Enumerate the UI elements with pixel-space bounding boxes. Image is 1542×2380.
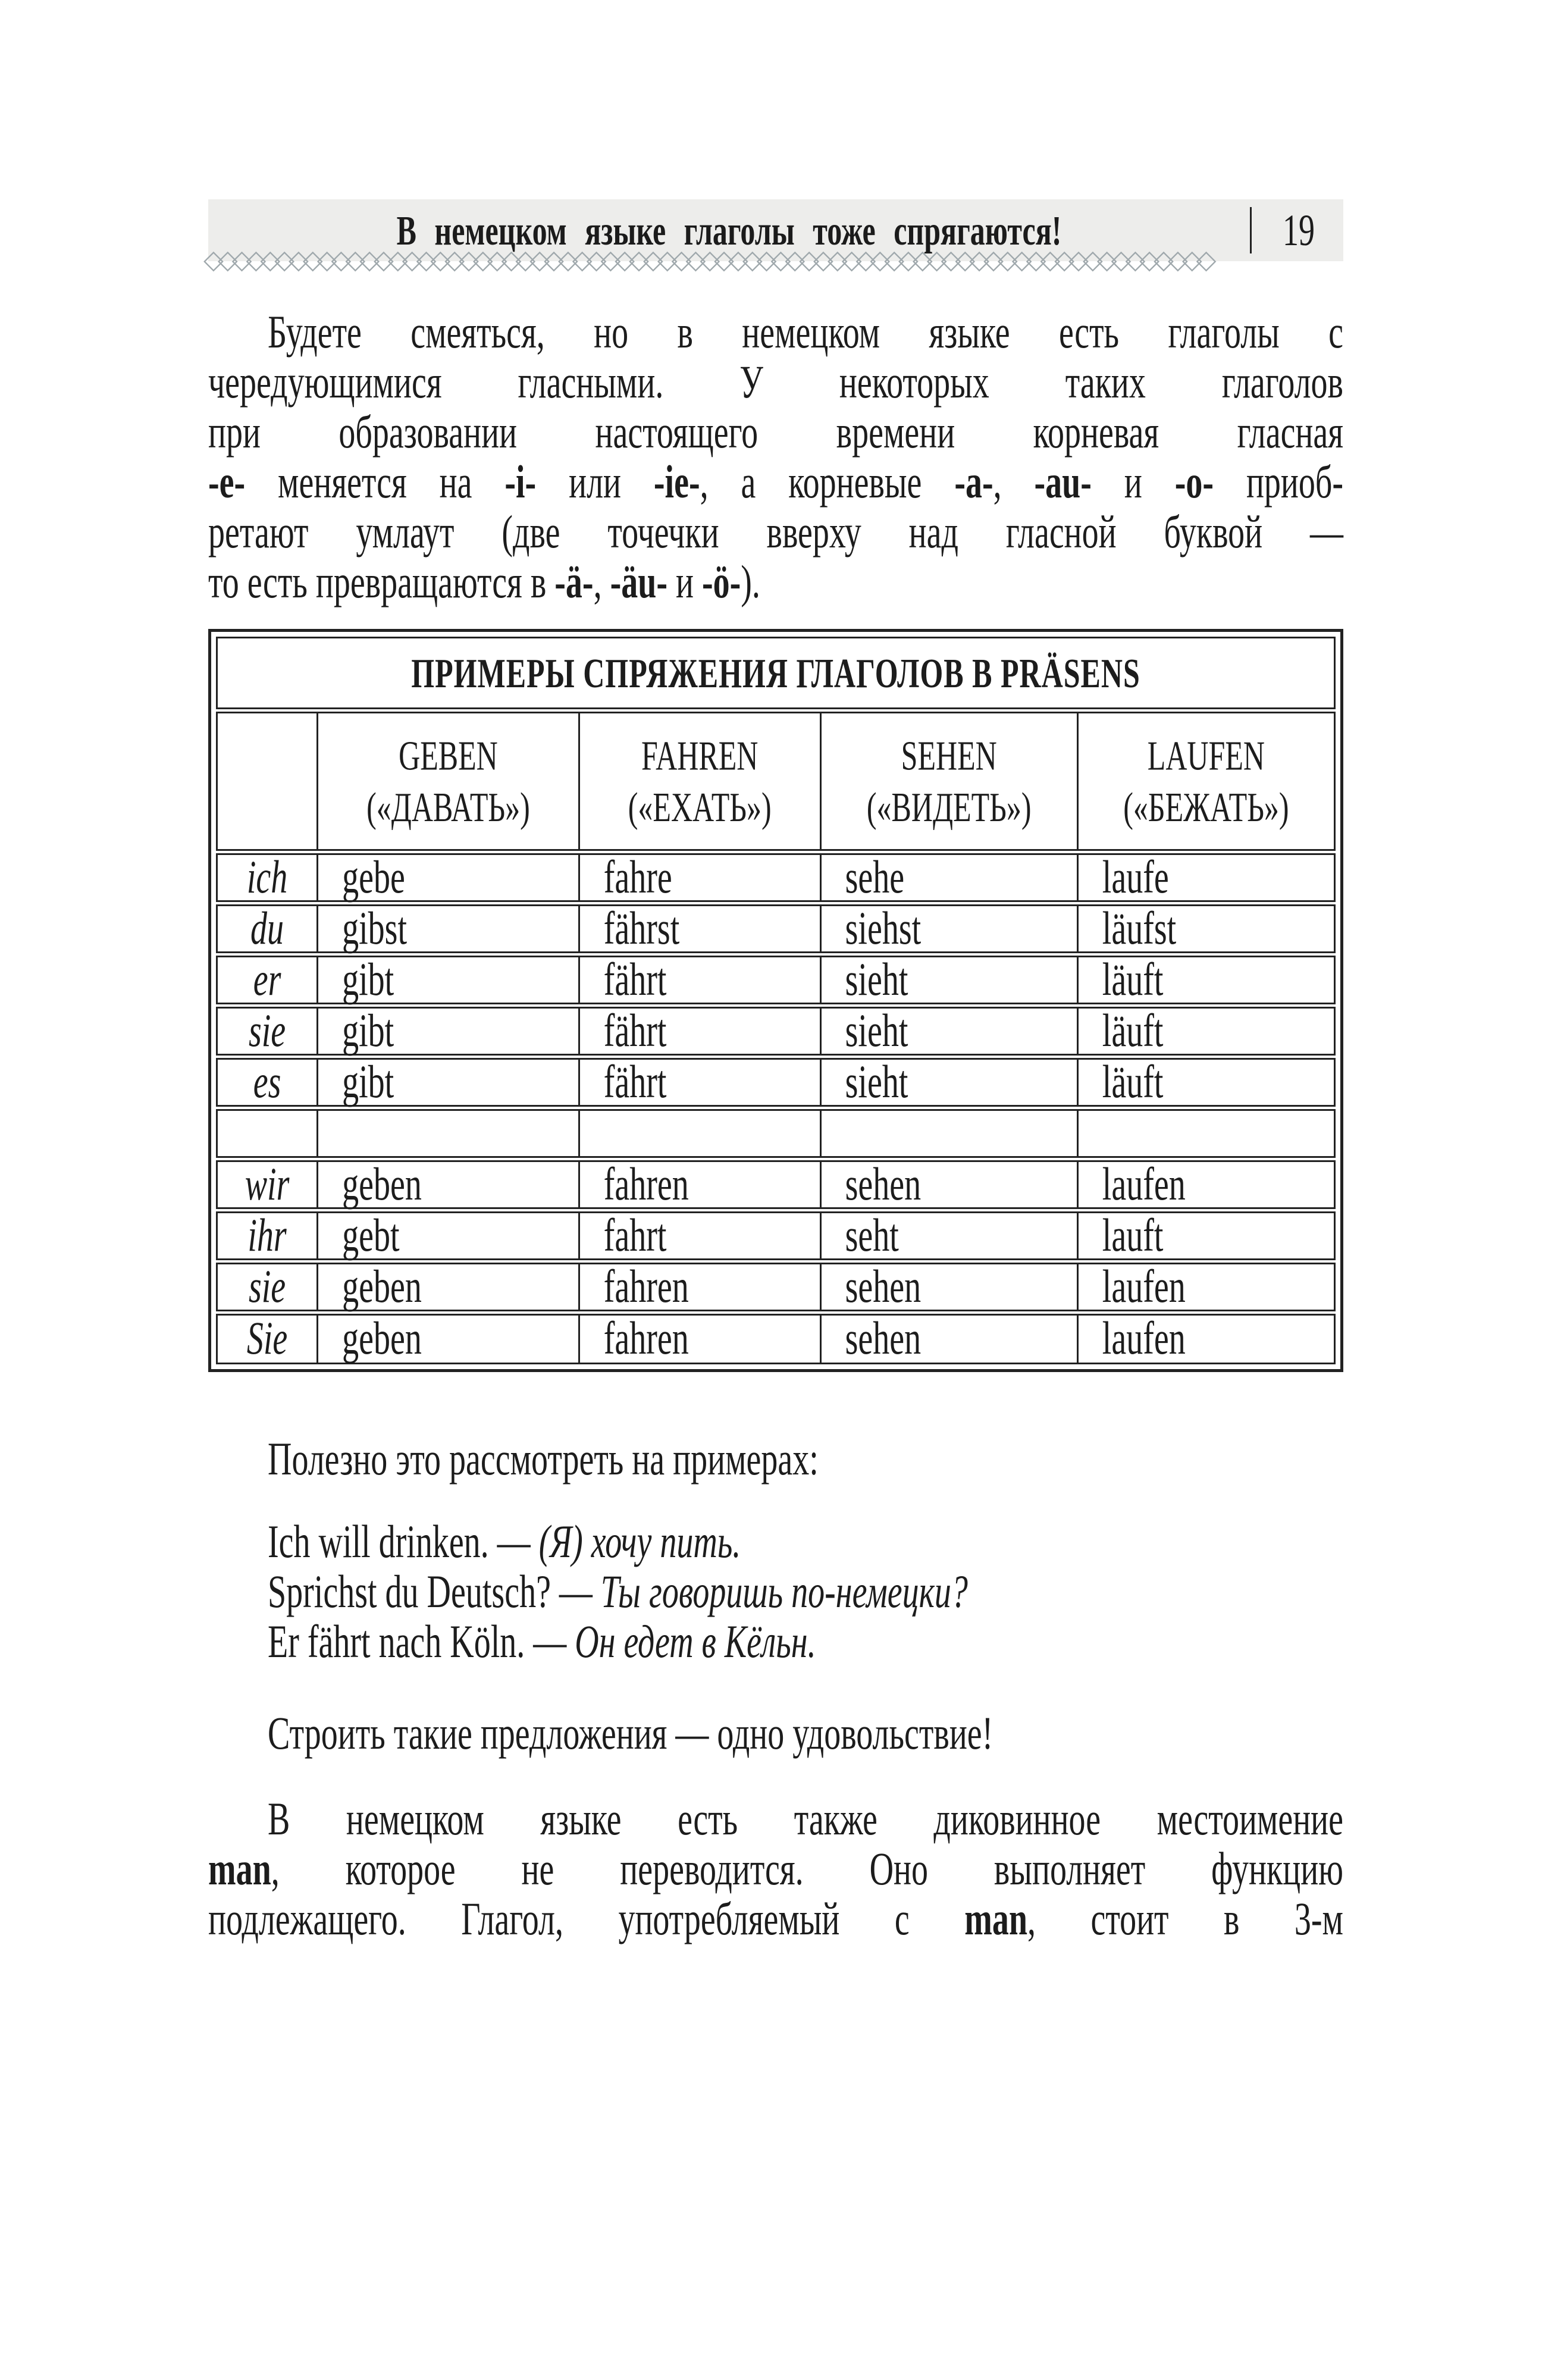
verb-form-cell [1077,1006,1334,1057]
verb-form-text: seht [845,1210,899,1261]
pronoun-cell [217,1210,318,1261]
table-row [217,852,1335,903]
pronoun-cell [217,1006,318,1057]
verb-form-text: lauft [1102,1210,1164,1261]
text-segment: (Я) хочу пить. [538,1516,741,1568]
verb-form-text: siehst [845,903,922,954]
table-column-header-row [217,710,1335,852]
verb-form-cell [579,1210,820,1261]
verb-form-cell [579,954,820,1006]
man-paragraph [208,1795,1343,1944]
pronoun-text: er [253,954,281,1006]
pronoun-text: es [253,1056,281,1108]
pronoun-column-header [217,710,318,852]
verb-form-cell [1077,852,1334,903]
verb-form-text: fährt [603,954,667,1006]
verb-form-cell [318,1261,579,1313]
verb-form-cell [1077,1313,1334,1364]
verb-form-cell [820,1261,1077,1313]
verb-form-cell [579,1006,820,1057]
verb-form-cell [820,954,1077,1006]
verb-form-cell [1077,954,1334,1006]
text-segment: Sprichst du Deutsch? — [268,1566,601,1618]
pronoun-cell [217,1108,318,1159]
text-segment: -o- [1174,456,1214,509]
text-segment: ). [741,556,760,609]
verb-form-cell [318,1057,579,1108]
text-segment: приоб- [1214,456,1344,509]
verb-form-cell [820,1108,1077,1159]
page-content [208,308,1343,1944]
verb-translation: («БЕЖАТЬ») [1123,783,1289,831]
text-segment: чередующимися гласными. У некоторых таких глаголов [208,356,1343,409]
verb-form-cell [1077,1261,1334,1313]
table-title [217,638,1335,710]
verb-form-cell [579,903,820,954]
verb-name: GEBEN [399,731,498,779]
verb-form-cell [318,903,579,954]
column-header-laufen [1077,710,1334,852]
page-number [1254,205,1343,255]
pronoun-text: ihr [247,1210,287,1261]
text-line [208,1607,1343,1677]
verb-form-cell [579,1313,820,1364]
verb-form-cell [820,903,1077,954]
diamond-chain: ◇◇◇◇◇◇◇◇◇◇◇◇◇◇◇◇◇◇◇◇◇◇◇◇◇◇◇◇◇◇◇◇◇◇◇◇◇◇◇◇◇◇◇◇◇◇◇◇◇◇◇◇◇◇◇◇◇◇◇◇◇◇◇◇◇◇◇◇◇◇◇ [203,246,1211,275]
verb-form-cell [820,852,1077,903]
column-header-inner [1123,729,1289,833]
page-number-text: 19 [1283,205,1315,255]
verb-form-cell [318,954,579,1006]
verb-form-cell [820,1159,1077,1210]
verb-form-cell [1077,1210,1334,1261]
text-segment: Будете смеяться, но в немецком языке есть глаголы с [268,306,1343,359]
text-segment: -ie- [653,456,700,509]
verb-form-cell [1077,1057,1334,1108]
verb-form-text: gebe [342,851,405,903]
text-segment: -ä- [554,556,594,609]
verb-form-cell [318,1210,579,1261]
verb-translation: («ЕХАТЬ») [628,783,772,831]
conjugation-table [216,637,1336,1364]
verb-form-text: läufst [1102,903,1177,954]
pronoun-cell [217,852,318,903]
table-row [217,1210,1335,1261]
page-header [203,199,1343,275]
text-segment: В немецком языке есть также диковинное местоимение [268,1793,1343,1846]
text-segment: ретают умлаут (две точечки вверху над гласной буквой — [208,506,1343,559]
verb-form-text: geben [342,1261,422,1313]
text-segment: -i- [504,456,537,509]
verb-form-text: läuft [1102,954,1164,1006]
verb-form-text: geben [342,1158,422,1210]
pronoun-cell [217,1261,318,1313]
text-segment: то есть превращаются в [208,556,555,609]
pronoun-text: ich [246,851,288,903]
verb-translation: («ВИДЕТЬ») [866,783,1032,831]
column-header-fahren [579,710,820,852]
table-row [217,1057,1335,1108]
text-segment: , а корневые [700,456,955,509]
verb-form-text: fahren [603,1313,689,1365]
verb-form-text: gibt [342,1005,394,1057]
verb-form-text: läuft [1102,1005,1164,1057]
pronoun-text: wir [245,1158,290,1210]
verb-name: LAUFEN [1147,731,1265,779]
text-segment: -a- [954,456,993,509]
verb-form-cell [820,1210,1077,1261]
table-row [217,1006,1335,1057]
verb-form-text: sehen [845,1261,922,1313]
table-row [217,903,1335,954]
exclamation-line: Строить такие предложения — одно удовольствие! [268,1708,993,1760]
verb-form-cell [318,1108,579,1159]
text-line [208,1884,1343,1955]
text-segment: или [536,456,654,509]
table-title-text: ПРИМЕРЫ СПРЯЖЕНИЯ ГЛАГОЛОВ В PRÄSENS [411,649,1140,696]
verb-form-text: fährst [603,903,680,954]
text-segment: меняется на [245,456,505,509]
text-segment: -au- [1034,456,1092,509]
text-segment: -е- [208,456,246,509]
verb-form-text: sieht [845,954,908,1006]
verb-form-cell [820,1313,1077,1364]
verb-form-cell [318,1006,579,1057]
pronoun-cell [217,1159,318,1210]
verb-form-cell [579,1108,820,1159]
verb-form-text: laufen [1102,1313,1186,1365]
verb-form-cell [579,1057,820,1108]
verb-form-text: gibst [342,903,408,954]
verb-form-cell [1077,1159,1334,1210]
intro-paragraph [208,308,1343,607]
verb-form-text: fahrt [603,1210,667,1261]
text-segment: подлежащего. Глагол, употребляемый с [208,1893,965,1946]
column-header-inner [366,729,530,833]
text-line [208,547,1343,618]
verb-form-cell [318,1159,579,1210]
verb-form-cell [820,1057,1077,1108]
verb-form-text: fahren [603,1261,689,1313]
text-segment: и [667,556,702,609]
pronoun-cell [217,903,318,954]
verb-form-text: fährt [603,1005,667,1057]
verb-form-text: laufen [1102,1261,1186,1313]
table-row [217,1313,1335,1364]
verb-form-text: gebt [342,1210,400,1261]
verb-form-text: gibt [342,954,394,1006]
verb-form-cell [579,1261,820,1313]
pronoun-cell [217,954,318,1006]
pronoun-text: Sie [246,1313,288,1365]
verb-form-text: fahren [603,1158,689,1210]
table-body [217,852,1335,1364]
text-segment: Ты говоришь по-немецки? [600,1566,968,1618]
text-segment: , [593,556,610,609]
table-row [217,1261,1335,1313]
verb-name: FAHREN [641,731,759,779]
verb-form-text: geben [342,1313,422,1365]
column-header-geben [318,710,579,852]
verb-form-text: läuft [1102,1056,1164,1108]
table-row [217,1108,1335,1159]
pronoun-cell [217,1313,318,1364]
pronoun-text: sie [248,1005,286,1057]
column-header-inner [628,729,772,833]
verb-form-text: sehen [845,1158,922,1210]
verb-form-cell [318,1313,579,1364]
verb-form-cell [820,1006,1077,1057]
column-header-sehen [820,710,1077,852]
verb-name: SEHEN [901,731,997,779]
verb-form-cell [1077,1108,1334,1159]
chapter-title-text: В немецком языке глаголы тоже спрягаются! [396,206,1062,254]
pronoun-text: sie [248,1261,286,1313]
verb-form-text: sehe [845,851,905,903]
book-page [203,199,1344,1946]
text-segment: , стоит в 3-м [1027,1893,1343,1946]
pronoun-text: du [250,903,284,954]
verb-form-cell [318,852,579,903]
verb-form-text: gibt [342,1056,394,1108]
table-row [217,954,1335,1006]
verb-translation: («ДАВАТЬ») [366,783,530,831]
verb-form-text: sehen [845,1313,922,1365]
verb-form-text: laufe [1102,851,1169,903]
text-segment: , [993,456,1035,509]
text-segment: Он едет в Кёльн. [575,1616,816,1668]
verb-form-text: fahre [603,851,672,903]
verb-form-text: laufen [1102,1158,1186,1210]
text-segment: , которое не переводится. Оно выполняет функцию [271,1843,1343,1896]
text-segment: Er fährt nach Köln. — [268,1616,575,1668]
examples-intro-line: Полезно это рассмотреть на примерах: [268,1433,819,1486]
column-header-inner [867,729,1032,833]
text-segment: при образовании настоящего времени корневая гласная [208,406,1343,459]
table-row [217,1159,1335,1210]
text-segment: Ich will drinken. — [268,1516,539,1568]
verb-form-text: sieht [845,1005,908,1057]
verb-form-cell [579,1159,820,1210]
text-segment: man [208,1843,271,1896]
text-segment: и [1091,456,1175,509]
table-title-row [217,638,1335,710]
text-segment: -ö- [701,556,741,609]
verb-form-text: fährt [603,1056,667,1108]
verb-form-text: sieht [845,1056,908,1108]
text-segment: -äu- [610,556,668,609]
verb-form-cell [579,852,820,903]
verb-form-cell [1077,903,1334,954]
text-segment: man [964,1893,1027,1946]
chapter-title [208,206,1250,254]
pronoun-cell [217,1057,318,1108]
examples-block [208,1517,1343,1667]
conjugation-table-frame [208,629,1343,1372]
